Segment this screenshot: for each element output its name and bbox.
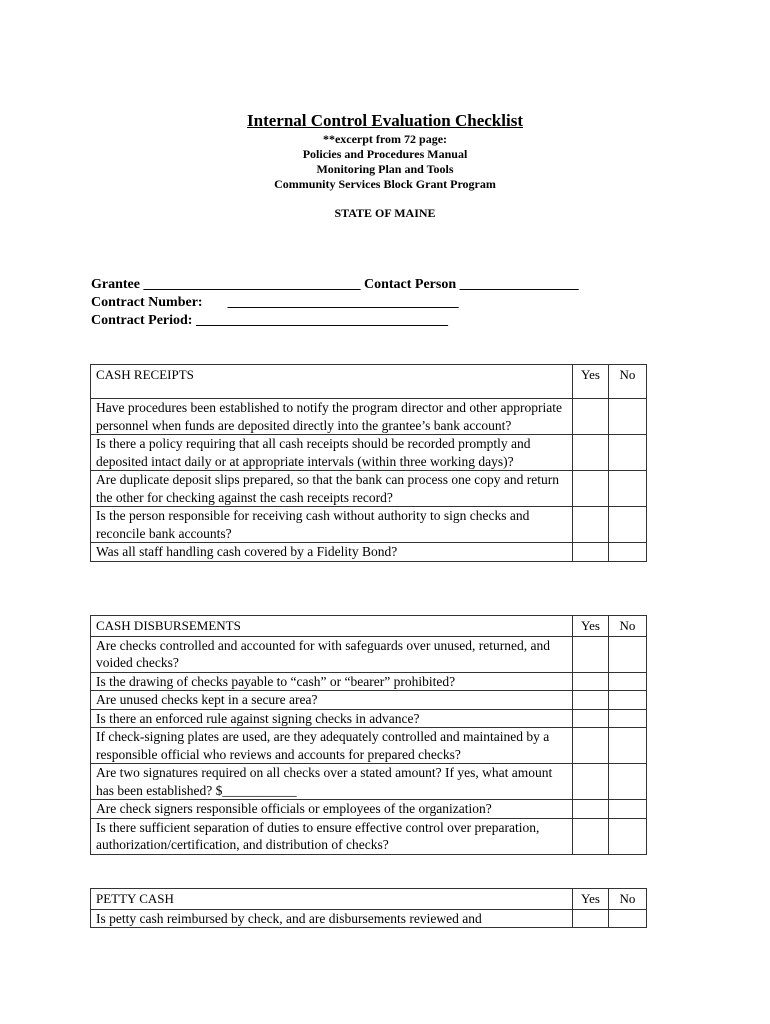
question-text: Are two signatures required on all checks over a stated amount? If yes, what amount has been established? $___________ [91,764,573,800]
no-checkbox[interactable] [609,909,647,928]
contract-number-line[interactable] [91,294,579,312]
question-text: Is petty cash reimbursed by check, and are disbursements reviewed and [91,909,573,928]
table-header-row [91,616,647,637]
table-row [91,636,647,672]
plan-name: Monitoring Plan and Tools [316,162,454,176]
excerpt-note: **excerpt from 72 page: [322,132,448,146]
table-row [91,543,647,562]
yes-column-header: Yes [573,889,609,910]
no-checkbox[interactable] [609,728,647,764]
state-name: STATE OF MAINE [334,206,436,220]
table-row [91,818,647,854]
question-text: Is there sufficient separation of duties to ensure effective control over preparation, authorization/certification, and distribution of checks? [91,818,573,854]
yes-checkbox[interactable] [573,800,609,819]
section-heading: CASH RECEIPTS [91,365,573,399]
question-text: Are checks controlled and accounted for with safeguards over unused, returned, and voided checks? [91,636,573,672]
no-checkbox[interactable] [609,691,647,710]
table-row [91,691,647,710]
contract-number-blank[interactable]: _________________________________ [227,295,459,310]
table-row [91,435,647,471]
no-checkbox[interactable] [609,636,647,672]
question-text: Are check signers responsible officials or employees of the organization? [91,800,573,819]
yes-checkbox[interactable] [573,471,609,507]
table-row [91,672,647,691]
document-header [0,110,770,233]
no-column-header: No [609,889,647,910]
yes-checkbox[interactable] [573,691,609,710]
no-checkbox[interactable] [609,471,647,507]
question-text: Is there a policy requiring that all cash receipts should be recorded promptly and deposited intact daily or at appropriate intervals (within three working days)? [91,435,573,471]
no-checkbox[interactable] [609,709,647,728]
table-header-row [91,365,647,399]
yes-column-header: Yes [573,616,609,637]
table-row [91,399,647,435]
manual-name: Policies and Procedures Manual [302,147,468,161]
yes-checkbox[interactable] [573,636,609,672]
question-text: Is the person responsible for receiving cash without authority to sign checks and reconcile bank accounts? [91,507,573,543]
table-row [91,800,647,819]
contract-number-label: Contract Number: [91,295,203,310]
no-column-header: No [609,616,647,637]
yes-checkbox[interactable] [573,764,609,800]
question-text: Was all staff handling cash covered by a Fidelity Bond? [91,543,573,562]
no-column-header: No [609,365,647,399]
yes-checkbox[interactable] [573,507,609,543]
no-checkbox[interactable] [609,435,647,471]
petty-cash-table [90,888,647,928]
yes-checkbox[interactable] [573,399,609,435]
section-heading: CASH DISBURSEMENTS [91,616,573,637]
yes-checkbox[interactable] [573,818,609,854]
yes-checkbox[interactable] [573,672,609,691]
no-checkbox[interactable] [609,543,647,562]
program-name: Community Services Block Grant Program [274,177,496,191]
table-row [91,709,647,728]
yes-checkbox[interactable] [573,728,609,764]
no-checkbox[interactable] [609,818,647,854]
table-row [91,909,647,928]
question-text: Is the drawing of checks payable to “cash” or “bearer” prohibited? [91,672,573,691]
yes-column-header: Yes [573,365,609,399]
no-checkbox[interactable] [609,399,647,435]
question-text: Are unused checks kept in a secure area? [91,691,573,710]
question-text: If check-signing plates are used, are they adequately controlled and maintained by a responsible official who reviews and accounts for prepared checks? [91,728,573,764]
table-header-row [91,889,647,910]
yes-checkbox[interactable] [573,543,609,562]
document-title: Internal Control Evaluation Checklist [247,111,523,130]
question-text: Is there an enforced rule against signing checks in advance? [91,709,573,728]
section-heading: PETTY CASH [91,889,573,910]
contract-period-line[interactable]: Contract Period: ____________________________________ [91,313,448,328]
no-checkbox[interactable] [609,672,647,691]
grantee-fields [91,276,579,330]
yes-checkbox[interactable] [573,709,609,728]
table-row [91,507,647,543]
cash-disbursements-table [90,615,647,855]
table-row [91,764,647,800]
yes-checkbox[interactable] [573,435,609,471]
table-row [91,728,647,764]
no-checkbox[interactable] [609,764,647,800]
no-checkbox[interactable] [609,800,647,819]
question-text: Are duplicate deposit slips prepared, so that the bank can process one copy and return the other for checking against the cash receipts record? [91,471,573,507]
grantee-line[interactable]: Grantee _______________________________ Contact Person _________________ [91,277,579,292]
table-row [91,471,647,507]
cash-receipts-table [90,364,647,562]
no-checkbox[interactable] [609,507,647,543]
yes-checkbox[interactable] [573,909,609,928]
question-text: Have procedures been established to notify the program director and other appropriate personnel when funds are deposited directly into the grantee’s bank account? [91,399,573,435]
